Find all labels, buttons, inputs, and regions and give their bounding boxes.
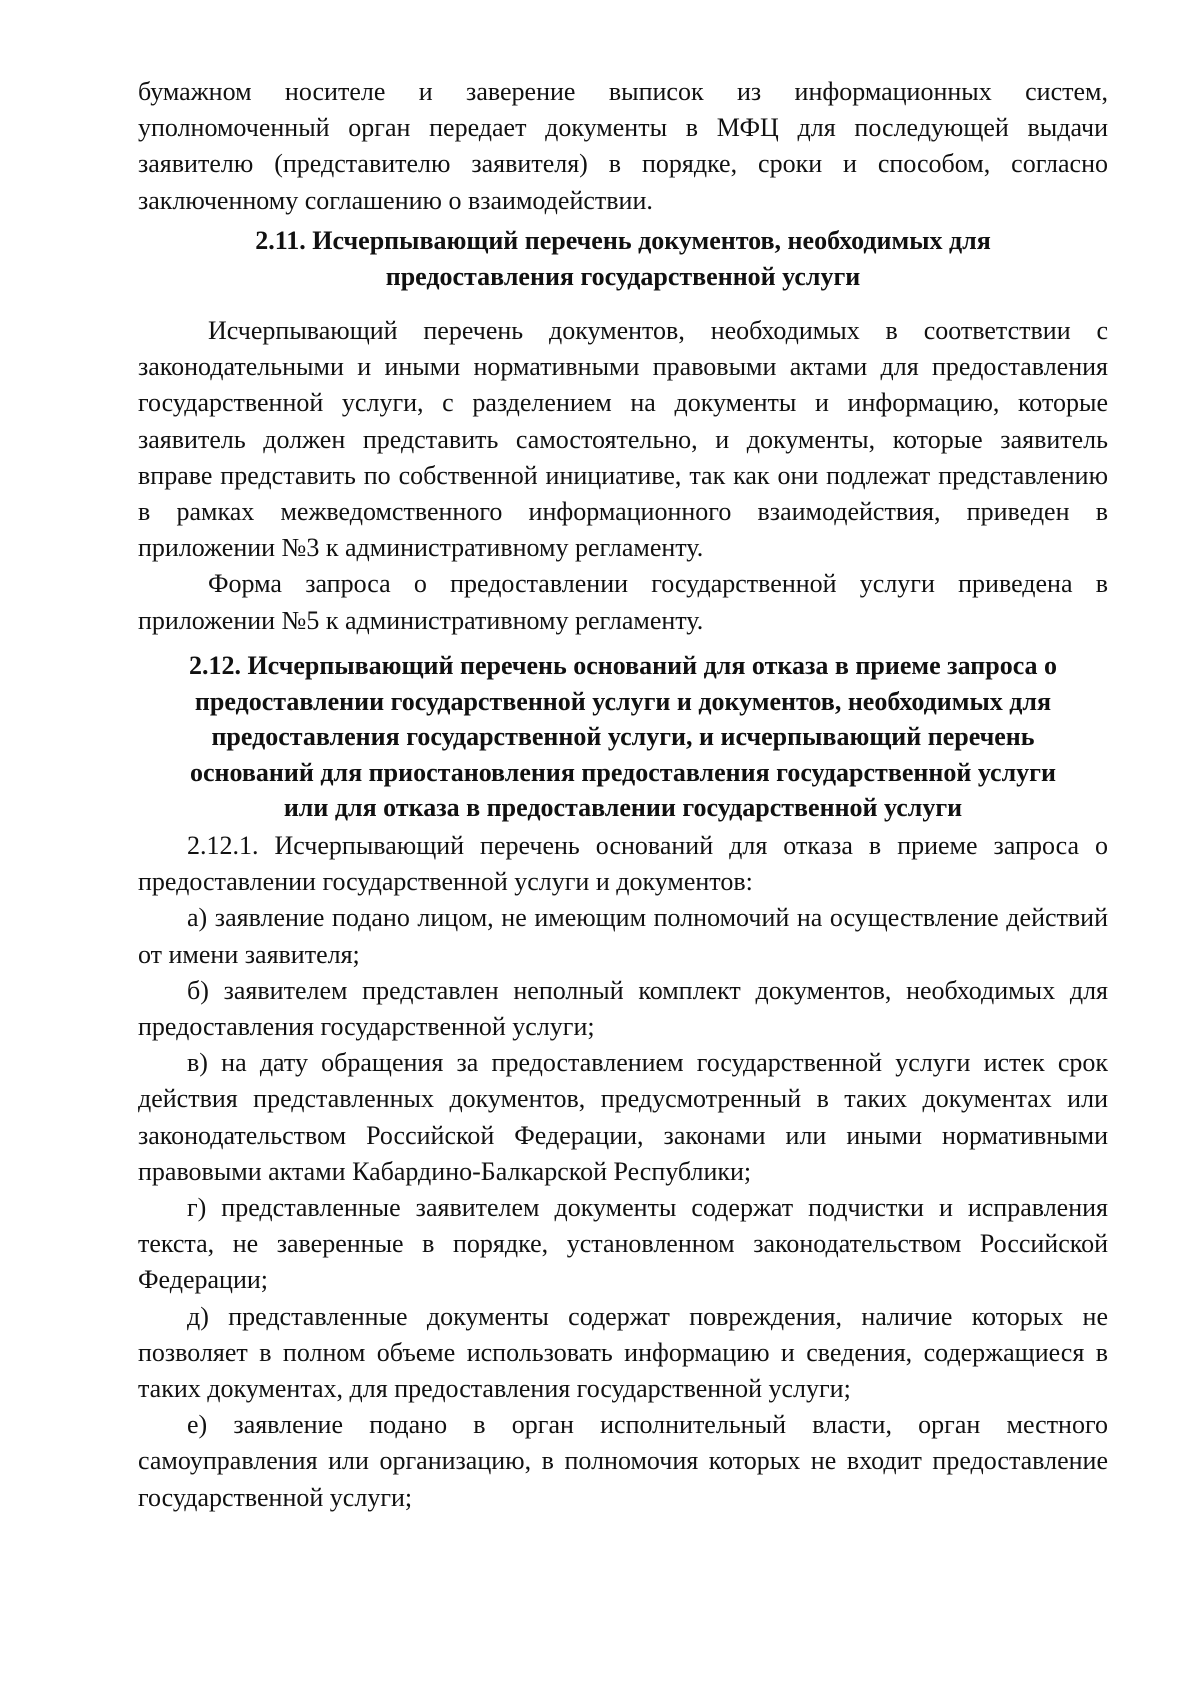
list-item: а) заявление подано лицом, не имеющим полномочий на осуществление действий от имени заявителя;: [138, 903, 1108, 969]
list-item: б) заявителем представлен неполный комплект документов, необходимых для предоставления государственной услуги;: [138, 975, 1108, 1042]
section-2-12-heading: [130, 648, 1116, 826]
intro-paragraph: бумажном носителе и заверение выписок из информационных систем, уполномоченный орган передает документы в МФЦ для последующей выдачи заявителю (представителю заявителя) в порядке, сроки и способом, согласно заключенному соглашению о взаимодействии.: [138, 77, 1108, 215]
section-2-11-paragraph: Форма запроса о предоставлении государственной услуги приведена в приложении №5 к административному регламенту.: [138, 569, 1108, 635]
section-2-12-intro: 2.12.1. Исчерпывающий перечень оснований для отказа в приеме запроса о предоставлении государственной услуги и документов:: [138, 831, 1108, 897]
list-item: е) заявление подано в орган исполнительный власти, орган местного самоуправления или организацию, в полномочия которых не входит предоставление государственной услуги;: [138, 1410, 1108, 1512]
section-2-11-heading: [130, 223, 1116, 294]
section-2-11-paragraph: Исчерпывающий перечень документов, необходимых в соответствии с законодательными и иными нормативными правовыми актами для предоставления государственной услуги, с разделением на документы и информацию, которые заявитель должен представить самостоятельно, и документы, которые заявитель вправе представить по собственной инициативе, так как они подлежат представлению в рамках межведомственного информационного взаимодействия, приведен в приложении №3 к административному регламенту.: [138, 316, 1108, 563]
section-2-12-heading-line: оснований для приостановления предоставления государственной услуги: [190, 757, 1056, 787]
section-2-11-heading-line: 2.11. Исчерпывающий перечень документов, необходимых для: [255, 226, 991, 255]
section-2-11-heading-line: предоставления государственной услуги: [385, 261, 861, 291]
section-2-12-body: [138, 828, 1108, 1516]
intro-block: [138, 74, 1108, 219]
section-2-12-heading-line: предоставлении государственной услуги и документов, необходимых для: [194, 686, 1052, 716]
list-item: д) представленные документы содержат повреждения, наличие которых не позволяет в полном объеме использовать информацию и сведения, содержащиеся в таких документах, для предоставления государственной услуги;: [138, 1301, 1108, 1404]
section-2-12-heading-line: предоставления государственной услуги, и исчерпывающий перечень: [211, 722, 1035, 751]
section-2-11-body: [138, 313, 1108, 639]
list-item: в) на дату обращения за предоставлением государственной услуги истек срок действия представленных документов, предусмотренный в таких документах или законодательством Российской Федерации, законами или иными нормативными правовыми актами Кабардино-Балкарской Республики;: [138, 1048, 1108, 1186]
section-2-12-heading-line: или для отказа в предоставлении государственной услуги: [283, 793, 963, 822]
section-2-12-heading-line: 2.12. Исчерпывающий перечень оснований для отказа в приеме запроса о: [188, 651, 1058, 680]
list-item: г) представленные заявителем документы содержат подчистки и исправления текста, не заверенные в порядке, установленном законодательством Российской Федерации;: [138, 1193, 1108, 1295]
